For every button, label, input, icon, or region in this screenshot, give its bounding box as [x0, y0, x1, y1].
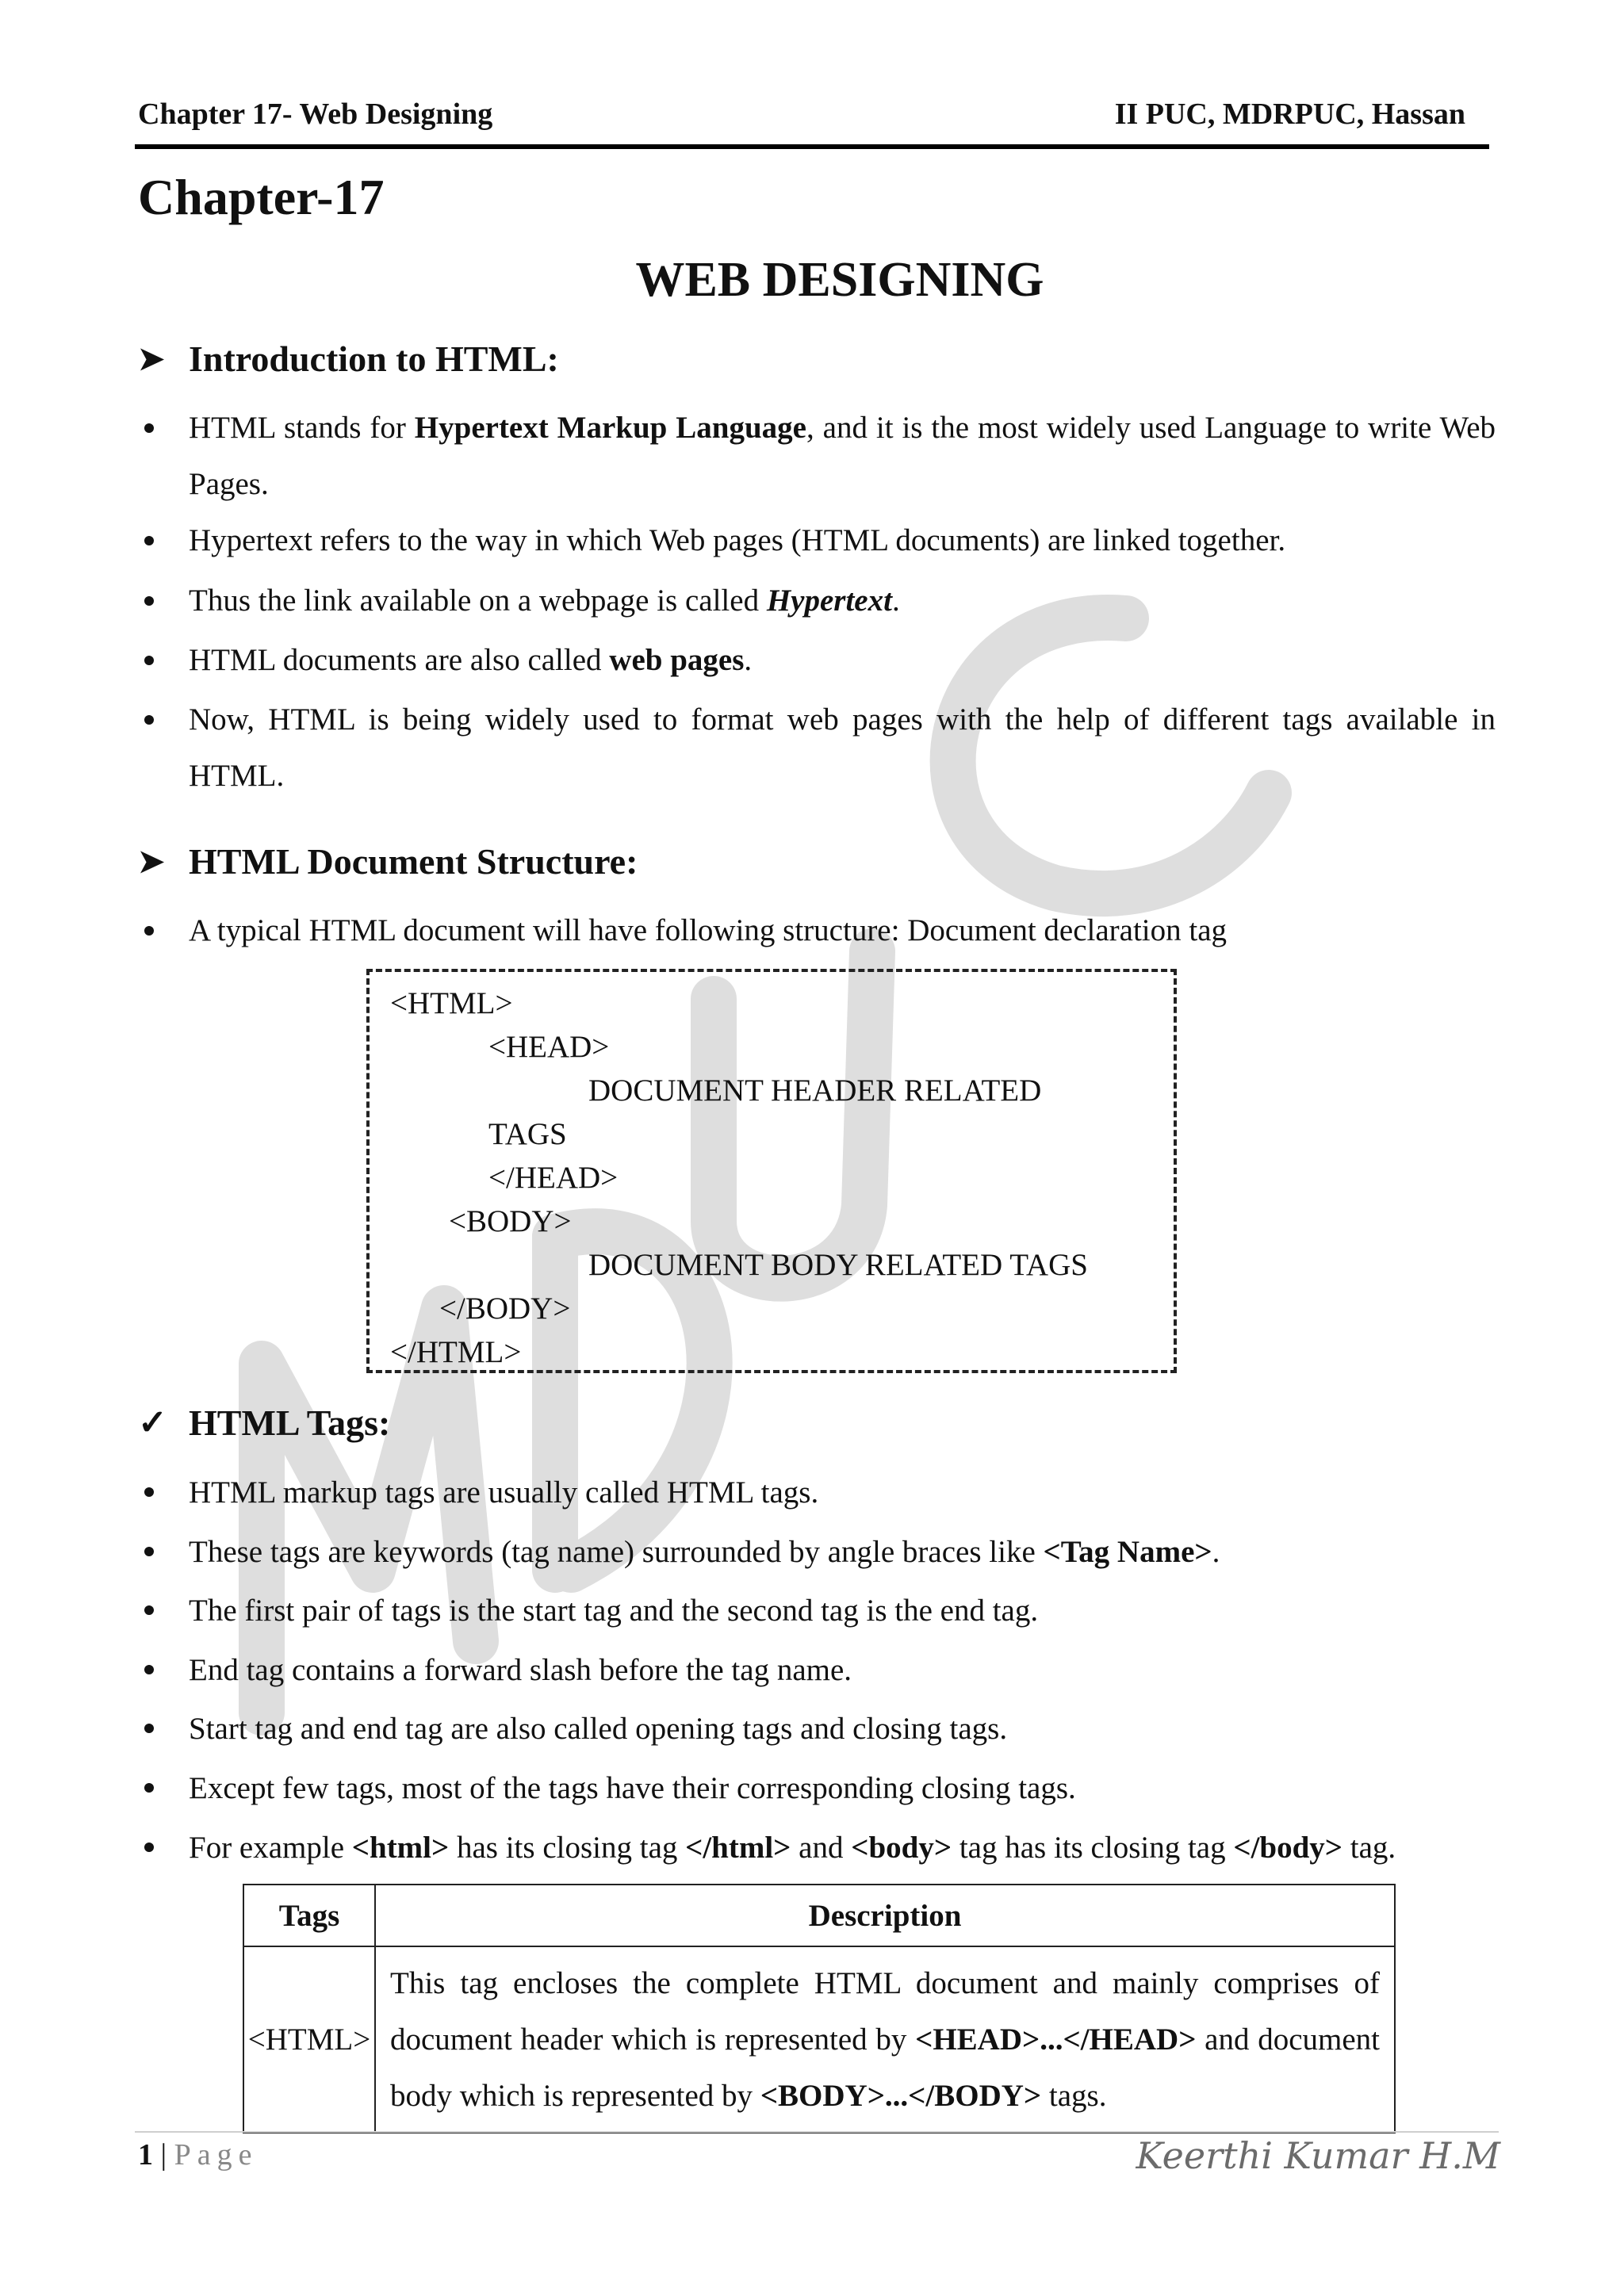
checkmark-icon: ✓	[138, 1403, 167, 1442]
list-item: Hypertext refers to the way in which Web pages (HTML documents) are linked together.	[138, 512, 1496, 568]
list-item: HTML markup tags are usually called HTML tags.	[138, 1464, 1496, 1523]
tags-bullet-list	[138, 1464, 1496, 1877]
table-cell-description: This tag encloses the complete HTML document and mainly comprises of document header which is represented by <HEAD>...</HEAD> and document body which is represented by <BODY>...</BODY> tags.	[375, 1946, 1395, 2133]
code-line: </HTML>	[390, 1335, 522, 1369]
list-item: Except few tags, most of the tags have their corresponding closing tags.	[138, 1759, 1496, 1819]
list-item: HTML stands for Hypertext Markup Language, and it is the most widely used Language to write Web Pages.	[138, 400, 1496, 512]
list-item: For example <html> has its closing tag </html> and <body> tag has its closing tag </body> tag.	[138, 1819, 1496, 1878]
page-number: 1 | Page	[138, 2138, 259, 2172]
code-line: TAGS	[488, 1117, 567, 1151]
section-heading-tags	[138, 1402, 390, 1444]
arrow-bullet-icon: ➤	[138, 844, 165, 879]
section-heading-text: HTML Tags:	[189, 1402, 391, 1443]
code-structure-box	[366, 969, 1177, 1373]
page-title: WEB DESIGNING	[635, 253, 1044, 307]
chapter-heading: Chapter-17	[138, 169, 385, 225]
code-line: <BODY>	[449, 1204, 572, 1238]
arrow-bullet-icon: ➤	[138, 341, 165, 377]
list-item: HTML documents are also called web pages.	[138, 632, 1496, 688]
code-line: </HEAD>	[488, 1161, 619, 1195]
table-row	[243, 1946, 1395, 2133]
code-line: <HEAD>	[488, 1030, 610, 1064]
section-heading-intro	[138, 338, 559, 380]
code-line: </BODY>	[439, 1292, 571, 1326]
table-cell-tag: <HTML>	[243, 1946, 375, 2133]
section-heading-text: HTML Document Structure:	[189, 841, 638, 882]
list-item: Now, HTML is being widely used to format web pages with the help of different tags available in HTML.	[138, 691, 1496, 804]
list-item: The first pair of tags is the start tag and the second tag is the end tag.	[138, 1582, 1496, 1641]
tags-description-table	[243, 1884, 1396, 2133]
table-header-description: Description	[375, 1885, 1395, 1946]
list-item: Start tag and end tag are also called opening tags and closing tags.	[138, 1700, 1496, 1759]
intro-bullet-list	[138, 400, 1496, 804]
header-institution-label: II PUC, MDRPUC, Hassan	[1114, 98, 1465, 131]
list-item: These tags are keywords (tag name) surrounded by angle braces like <Tag Name>.	[138, 1523, 1496, 1582]
footer-divider	[135, 2131, 1499, 2133]
list-item: End tag contains a forward slash before the tag name.	[138, 1641, 1496, 1701]
header-chapter-label: Chapter 17- Web Designing	[138, 98, 493, 131]
author-name: Keerthi Kumar H.M	[1136, 2134, 1500, 2177]
code-line: DOCUMENT BODY RELATED TAGS	[588, 1248, 1088, 1282]
header-divider	[135, 144, 1489, 149]
list-item: A typical HTML document will have following structure: Document declaration tag	[138, 902, 1496, 959]
structure-bullet-list	[138, 902, 1496, 959]
table-header-tags: Tags	[243, 1885, 375, 1946]
section-heading-text: Introduction to HTML:	[189, 339, 559, 379]
code-line: DOCUMENT HEADER RELATED	[588, 1073, 1042, 1108]
list-item: Thus the link available on a webpage is called Hypertext.	[138, 572, 1496, 629]
code-line: <HTML>	[390, 986, 513, 1020]
section-heading-structure	[138, 840, 638, 882]
table-header-row	[243, 1885, 1395, 1946]
